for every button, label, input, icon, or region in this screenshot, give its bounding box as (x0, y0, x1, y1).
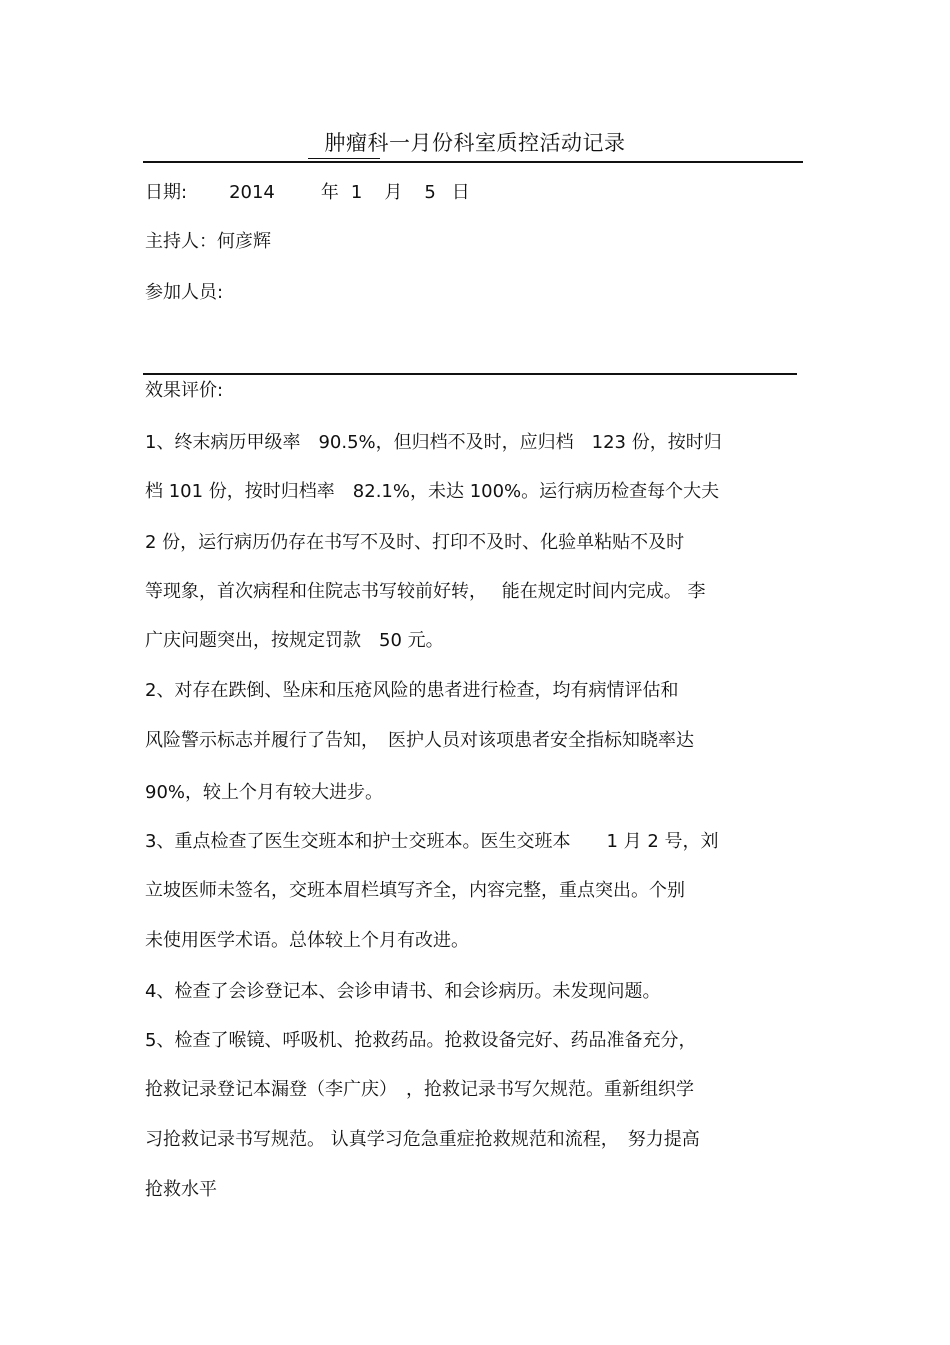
date-month: 1 (350, 182, 363, 203)
body-line: 习抢救记录书写规范。 认真学习危急重症抢救规范和流程， 努力提高 (145, 1129, 700, 1150)
day-char: 日 (451, 182, 470, 203)
middle-divider (143, 373, 797, 375)
body-line: 90%，较上个月有较大进步。 (145, 782, 384, 803)
year-char: 年 (320, 182, 339, 203)
body-line: 抢救水平 (145, 1179, 217, 1200)
body-line: 2、对存在跌倒、坠床和压疮风险的患者进行检查，均有病情评估和 (145, 680, 679, 701)
body-line: 档 101 份，按时归档率 82.1%，未达 100%。运行病历检查每个大夫 (145, 481, 720, 502)
host-line: 主持人：何彦辉 (145, 231, 271, 252)
title-partial-underline (308, 158, 380, 159)
date-year: 2014 (229, 182, 275, 203)
body-line: 4、检查了会诊登记本、会诊申请书、和会诊病历。未发现问题。 (145, 981, 661, 1002)
date-label: 日期: (145, 182, 188, 203)
top-divider (143, 161, 803, 163)
evaluation-label: 效果评价: (145, 380, 224, 401)
body-line: 广庆问题突出，按规定罚款 50 元。 (145, 630, 444, 651)
document-title: 肿瘤科一月份科室质控活动记录 (324, 131, 626, 155)
body-line: 等现象，首次病程和住院志书写较前好转， 能在规定时间内完成。 李 (145, 581, 706, 602)
body-line: 2 份，运行病历仍存在书写不及时、打印不及时、化验单粘贴不及时 (145, 532, 685, 553)
body-line: 未使用医学术语。总体较上个月有改进。 (145, 930, 469, 951)
body-line: 抢救记录登记本漏登（李广庆） ，抢救记录书写欠规范。重新组织学 (145, 1079, 694, 1100)
body-line: 5、检查了喉镜、呼吸机、抢救药品。抢救设备完好、药品准备充分， (145, 1030, 697, 1051)
month-char: 月 (384, 182, 403, 203)
body-line: 1、终末病历甲级率 90.5%，但归档不及时，应归档 123 份，按时归 (145, 432, 722, 453)
body-line: 3、重点检查了医生交班本和护士交班本。医生交班本 1 月 2 号，刘 (145, 831, 719, 852)
participants-label: 参加人员: (145, 282, 224, 303)
date-line (145, 180, 470, 206)
body-line: 立坡医师未签名，交班本眉栏填写齐全，内容完整，重点突出。个别 (145, 880, 685, 901)
date-day: 5 (424, 182, 436, 203)
body-line: 风险警示标志并履行了告知， 医护人员对该项患者安全指标知晓率达 (145, 730, 694, 751)
